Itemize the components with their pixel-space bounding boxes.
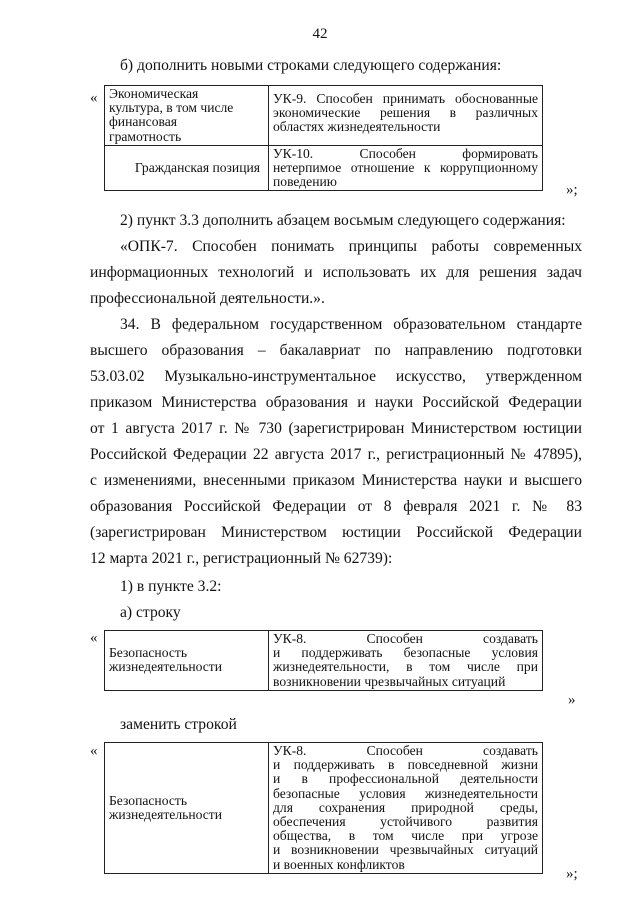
para34-line: 34. В федеральном государственном образовательном стандарте (120, 316, 582, 333)
table2-cell-right (269, 631, 543, 691)
table1 (104, 85, 543, 191)
table1-open-quote: « (90, 90, 98, 106)
table1-r1-right-line: экономические решения в различных (273, 105, 538, 121)
para34-line: от 1 августа 2017 г. № 730 (зарегистрирован Министерством юстиции (90, 420, 582, 437)
table1-close-quote: »; (566, 182, 578, 198)
para34-line: 12 марта 2021 г., регистрационный № 62739): (90, 550, 393, 567)
opk-line: информационных технологий и использовать их для решения задач (90, 264, 582, 281)
table3-right-line: безопасные условия жизнедеятельности (273, 785, 538, 801)
page-number: 42 (312, 26, 328, 42)
table3-cell-left (105, 743, 269, 874)
table3-right-line: и возникновении чрезвычайных ситуаций (273, 842, 538, 858)
para34-line: образования Российской Федерации от 8 февраля 2021 г. № 83 (90, 498, 582, 515)
table1-row (105, 145, 543, 191)
table3-right-line: и в профессиональной деятельности (273, 771, 538, 787)
table2-right-line: жизнедеятельности, в том числе при (273, 659, 538, 675)
table1-r1-left-line: культура, в том числе (109, 100, 234, 116)
table2-left-line: жизнедеятельности (109, 659, 222, 675)
table1-row (105, 86, 543, 146)
table2-right-line: возникновении чрезвычайных ситуаций (273, 673, 506, 689)
opk-line: «ОПК-7. Способен понимать принципы работы современных (120, 238, 582, 255)
table1-r2-right-line: нетерпимое отношение к коррупционному (273, 160, 538, 176)
table1-r1-left-line: Экономическая (109, 86, 199, 101)
table1-r1-left-line: грамотность (109, 128, 182, 144)
table1-r1-right-line: областях жизнедеятельности (273, 119, 441, 135)
table2-open-quote: « (90, 630, 98, 646)
table1-r1-right-line: УК-9. Способен принимать обоснованные (273, 91, 538, 106)
para34-line: 53.03.02 Музыкально-инструментальное искусство, утвержденном (90, 368, 582, 385)
table3-cell-right (269, 743, 543, 874)
table1-r2-left-line: Гражданская позиция (134, 160, 260, 176)
table3-close-quote: »; (566, 866, 578, 882)
table3-right-line: УК-8. Способен создавать (273, 743, 538, 758)
table3-right-line: обеспечения устойчивого развития (273, 814, 538, 830)
table1-r2-right-line: УК-10. Способен формировать (273, 145, 538, 161)
table2-close-quote: » (568, 692, 576, 708)
table1-r1-left-line: финансовая (109, 114, 178, 130)
table1-r2-right-line: поведению (273, 174, 337, 190)
table3 (104, 742, 543, 874)
table3-right-line: и военных конфликтов (273, 856, 405, 872)
table2-right-line: и поддерживать безопасные условия (273, 645, 538, 661)
table3-right-line: для сохранения природной среды, (273, 799, 538, 815)
item1-line: 1) в пункте 3.2: (120, 578, 222, 595)
intro-line: б) дополнить новыми строками следующего содержания: (120, 57, 502, 74)
replace-line: заменить строкой (120, 716, 237, 733)
table1-cell-right (269, 86, 543, 146)
table2-right-line: УК-8. Способен создавать (273, 631, 538, 646)
table1-cell-left (105, 145, 269, 191)
table2-row (105, 631, 543, 691)
para34-line: высшего образования – бакалавриат по направлению подготовки (90, 342, 582, 359)
para34-line: с изменениями, внесенными приказом Министерства науки и высшего (90, 472, 582, 489)
table3-right-line: и поддерживать в повседневной жизни (273, 757, 538, 773)
table3-open-quote: « (90, 743, 98, 759)
table2 (104, 630, 543, 691)
para34-line: (зарегистрирован Министерством юстиции Российской Федерации (90, 524, 582, 541)
table3-left-line: Безопасность (109, 792, 188, 808)
itemA-line: а) строку (120, 604, 181, 621)
table3-left-line: жизнедеятельности (109, 806, 222, 822)
table3-row (105, 743, 543, 874)
table1-cell-left (105, 86, 269, 146)
table2-left-line: Безопасность (109, 645, 188, 661)
para34-line: Российской Федерации 22 августа 2017 г., регистрационный № 47895), (90, 446, 582, 463)
table3-right-line: общества, в том числе при угрозе (273, 828, 538, 844)
table2-cell-left (105, 631, 269, 691)
para34-line: приказом Министерства образования и науки Российской Федерации (90, 394, 582, 411)
opk-line: профессиональной деятельности.». (90, 290, 325, 307)
item2-line: 2) пункт 3.3 дополнить абзацем восьмым следующего содержания: (120, 212, 566, 229)
table1-cell-right (269, 145, 543, 191)
